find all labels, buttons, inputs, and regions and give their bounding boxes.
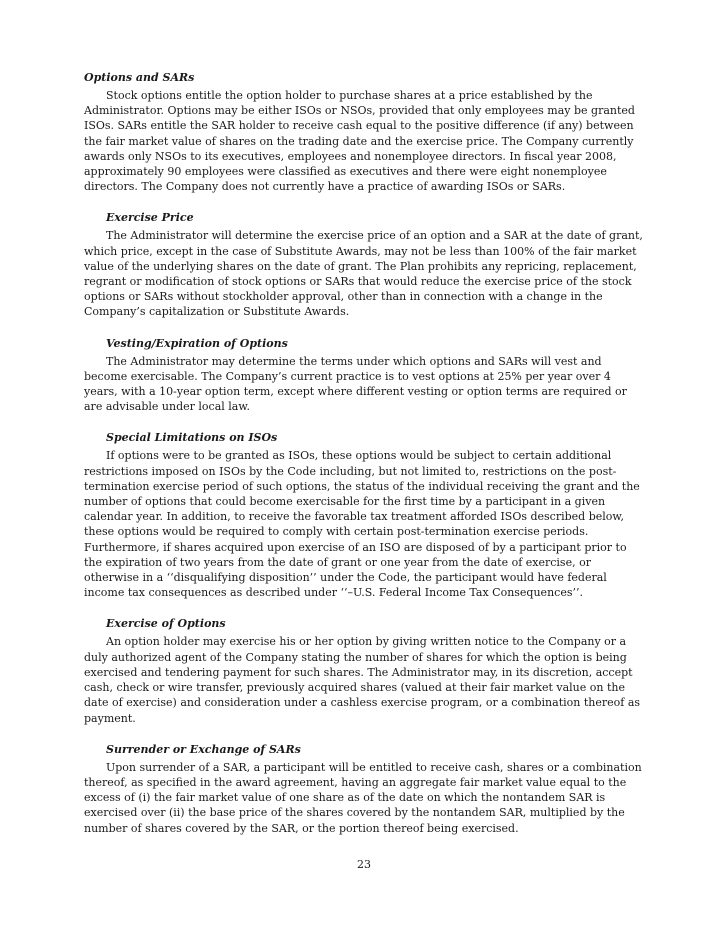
section-paragraph: An option holder may exercise his or her option by giving written notice to the Company or a duly authorized agent of the Company stating the number of shares for which the option is being exercised and tendering payment for such shares. The Administrator may, in its discretion, accept cash, check or wire transfer, previously acquired shares (valued at their fair market value on the date of exercise) and consideration under a cashless exercise program, or a combination thereof as payment.: [84, 635, 641, 725]
document-page: [84, 70, 644, 852]
section-heading: Surrender or Exchange of SARs: [106, 742, 301, 756]
section-vesting-expiration: [84, 336, 644, 415]
section-options-and-sars: [84, 70, 644, 194]
section-heading: Exercise of Options: [106, 617, 226, 631]
section-heading: Options and SARs: [84, 71, 195, 84]
section-paragraph: The Administrator will determine the exercise price of an option and a SAR at the date of grant, which price, except in the case of Substitute Awards, may not be less than 100% of the fair market value of the underlying shares on the date of grant. The Plan prohibits any repricing, replacement, regrant or modification of stock options or SARs that would reduce the exercise price of the stock options or SARs without stockholder approval, other than in connection with a change in the Company’s capitalization or Substitute Awards.: [84, 229, 643, 319]
section-heading: Vesting/Expiration of Options: [106, 336, 288, 350]
section-heading: Exercise Price: [106, 211, 194, 225]
section-paragraph: The Administrator may determine the terms under which options and SARs will vest and become exercisable. The Company’s current practice is to vest options at 25% per year over 4 years, with a 10-year option term, except where different vesting or option terms are required or are advisable under local law.: [84, 354, 627, 414]
section-paragraph: Upon surrender of a SAR, a participant will be entitled to receive cash, shares or a combination thereof, as specified in the award agreement, having an aggregate fair market value equal to the excess of (i) the fair market value of one share as of the date on which the nontandem SAR is exercised over (ii) the base price of the shares covered by the nontandem SAR, multiplied by the number of shares covered by the SAR, or the portion thereof being exercised.: [84, 760, 642, 835]
section-special-limitations-isos: [84, 430, 644, 600]
section-exercise-price: [84, 210, 644, 319]
section-surrender-exchange-sars: [84, 742, 644, 836]
section-paragraph: If options were to be granted as ISOs, these options would be subject to certain additional restrictions imposed on ISOs by the Code including, but not limited to, restrictions on the post-termination exercise period of such options, the status of the individual receiving the grant and the number of options that could become exercisable for the first time by a participant in a given calendar year. In addition, to receive the favorable tax treatment afforded ISOs described below, these options would be required to comply with certain post-termination exercise periods. Furthermore, if shares acquired upon exercise of an ISO are disposed of by a participant prior to the expiration of two years from the date of grant or one year from the date of exercise, or otherwise in a ‘‘disqualifying disposition’’ under the Code, the participant would have federal income tax consequences as described under ‘‘–U.S. Federal Income Tax Consequences’’.: [84, 449, 640, 600]
page-number: 23: [357, 858, 371, 871]
section-paragraph: Stock options entitle the option holder to purchase shares at a price established by the Administrator. Options may be either ISOs or NSOs, provided that only employees may be granted ISOs. SARs entitle the SAR holder to receive cash equal to the positive difference (if any) between the fair market value of shares on the trading date and the exercise price. The Company currently awards only NSOs to its executives, employees and nonemployee directors. In fiscal year 2008, approximately 90 employees were classified as executives and there were eight nonemployee directors. The Company does not currently have a practice of awarding ISOs or SARs.: [84, 89, 635, 194]
section-heading: Special Limitations on ISOs: [106, 431, 278, 445]
section-exercise-of-options: [84, 616, 644, 725]
